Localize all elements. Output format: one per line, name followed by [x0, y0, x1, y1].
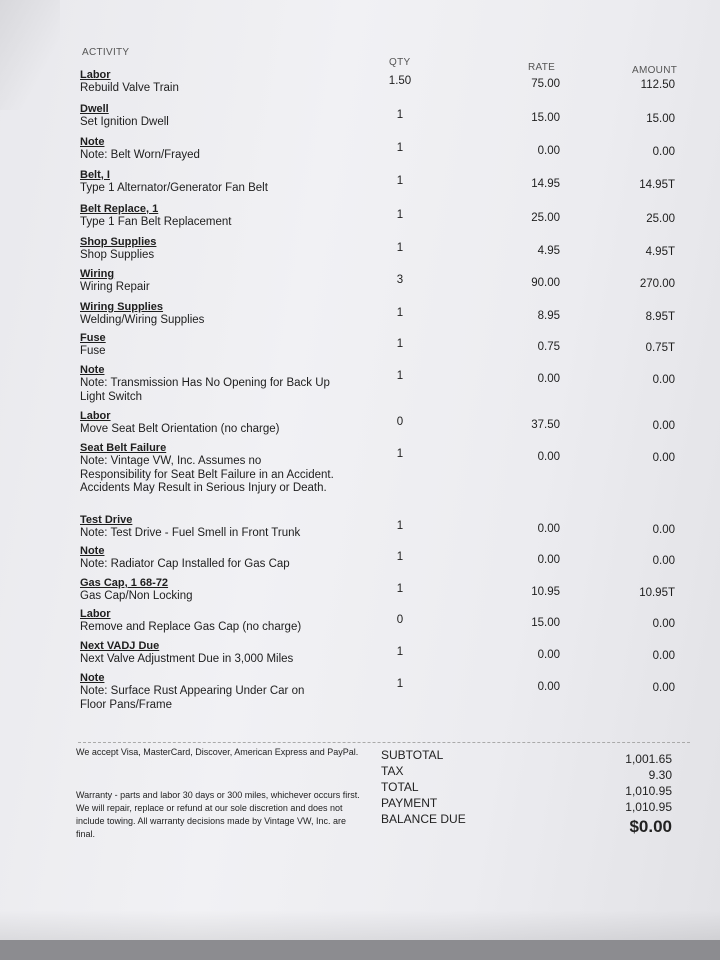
total-label: TOTAL	[381, 780, 419, 794]
item-code: Next VADJ Due	[80, 640, 160, 652]
item-rate: 0.00	[537, 554, 560, 566]
item-code: Labor	[80, 410, 111, 422]
item-code: Gas Cap, 1 68-72	[80, 577, 169, 589]
payment-value: 1,010.95	[625, 800, 672, 814]
item-rate: 37.50	[531, 419, 560, 431]
item-rate: 0.00	[537, 681, 560, 693]
item-description: Move Seat Belt Orientation (no charge)	[80, 423, 280, 435]
item-description: Gas Cap/Non Locking	[80, 590, 193, 602]
item-code: Dwell	[80, 103, 109, 115]
header-activity: ACTIVITY	[82, 47, 130, 58]
item-description: Fuse	[80, 345, 106, 357]
item-rate: 4.95	[537, 245, 560, 257]
balance-due-label: BALANCE DUE	[381, 812, 466, 826]
item-qty: 3	[396, 274, 404, 286]
item-amount: 0.00	[652, 420, 675, 432]
item-rate: 25.00	[531, 212, 560, 224]
subtotal-value: 1,001.65	[625, 752, 672, 766]
item-code: Fuse	[80, 332, 106, 344]
item-code: Wiring Supplies	[80, 301, 164, 313]
item-amount: 0.00	[652, 452, 675, 464]
item-qty: 1	[396, 583, 404, 595]
item-code: Labor	[80, 69, 111, 81]
item-description: Rebuild Valve Train	[80, 82, 179, 94]
item-rate: 14.95	[531, 178, 560, 190]
item-code: Wiring	[80, 268, 115, 280]
header-rate: RATE	[528, 62, 556, 73]
item-qty: 1	[396, 109, 404, 121]
balance-due-value: $0.00	[629, 817, 672, 836]
item-qty: 1.50	[388, 75, 412, 87]
item-rate: 8.95	[537, 310, 560, 322]
item-code: Note	[80, 672, 105, 684]
total-value: 1,010.95	[625, 784, 672, 798]
item-description: Note: Vintage VW, Inc. Assumes no Responsibility for Seat Belt Failure in an Accident. Accidents May Result in Serious Injury or Death.	[80, 455, 334, 494]
item-amount: 0.00	[652, 650, 675, 662]
item-rate: 0.00	[537, 649, 560, 661]
item-description: Note: Transmission Has No Opening for Back Up Light Switch	[80, 377, 330, 403]
item-amount: 4.95T	[645, 246, 675, 258]
item-description: Welding/Wiring Supplies	[80, 314, 205, 326]
item-rate: 15.00	[531, 112, 560, 124]
item-qty: 1	[396, 370, 404, 382]
item-description: Wiring Repair	[80, 281, 150, 293]
item-description: Note: Radiator Cap Installed for Gas Cap	[80, 558, 290, 570]
item-code: Belt Replace, 1	[80, 203, 159, 215]
item-amount: 270.00	[639, 278, 675, 290]
item-code: Shop Supplies	[80, 236, 157, 248]
item-code: Seat Belt Failure	[80, 442, 167, 454]
item-amount: 0.00	[652, 555, 675, 567]
item-code: Note	[80, 136, 105, 148]
item-description: Note: Test Drive - Fuel Smell in Front Trunk	[80, 527, 301, 539]
item-qty: 1	[396, 551, 404, 563]
paper-bottom-shadow	[0, 910, 720, 940]
item-amount: 0.75T	[645, 342, 675, 354]
item-qty: 0	[396, 416, 404, 428]
item-description: Next Valve Adjustment Due in 3,000 Miles	[80, 653, 294, 665]
payment-label: PAYMENT	[381, 796, 438, 810]
item-qty: 1	[396, 338, 404, 350]
item-rate: 0.00	[537, 145, 560, 157]
item-description: Remove and Replace Gas Cap (no charge)	[80, 621, 302, 633]
tax-value: 9.30	[648, 768, 672, 782]
item-amount: 14.95T	[639, 179, 675, 191]
item-qty: 1	[396, 646, 404, 658]
item-description: Type 1 Alternator/Generator Fan Belt	[80, 182, 268, 194]
item-qty: 1	[396, 678, 404, 690]
item-code: Labor	[80, 608, 111, 620]
item-rate: 15.00	[531, 617, 560, 629]
item-description: Note: Belt Worn/Frayed	[80, 149, 200, 161]
item-rate: 0.75	[537, 341, 560, 353]
item-rate: 75.00	[531, 78, 560, 90]
item-qty: 0	[396, 614, 404, 626]
item-amount: 10.95T	[639, 587, 675, 599]
item-description: Note: Surface Rust Appearing Under Car on Floor Pans/Frame	[80, 685, 305, 711]
item-rate: 0.00	[537, 373, 560, 385]
item-amount: 25.00	[646, 213, 675, 225]
item-qty: 1	[396, 142, 404, 154]
header-qty: QTY	[389, 57, 411, 68]
item-qty: 1	[396, 242, 404, 254]
item-qty: 1	[396, 520, 404, 532]
item-code: Note	[80, 545, 105, 557]
warranty-note: Warranty - parts and labor 30 days or 300 miles, whichever occurs first. We will repair, replace or refund at our sole discretion and does not include towing. All warranty decisions made by Vintage VW, Inc. are final.	[76, 790, 360, 839]
subtotal-label: SUBTOTAL	[381, 748, 444, 762]
item-amount: 8.95T	[645, 311, 675, 323]
item-amount: 0.00	[652, 618, 675, 630]
item-code: Note	[80, 364, 105, 376]
item-qty: 1	[396, 448, 404, 460]
item-qty: 1	[396, 307, 404, 319]
paper-shadow	[0, 0, 60, 110]
item-description: Type 1 Fan Belt Replacement	[80, 216, 232, 228]
item-amount: 0.00	[652, 524, 675, 536]
item-description: Set Ignition Dwell	[80, 116, 169, 128]
item-code: Belt, I	[80, 169, 110, 181]
header-amount: AMOUNT	[632, 65, 678, 76]
item-amount: 0.00	[652, 374, 675, 386]
tax-label: TAX	[381, 764, 404, 778]
item-description: Shop Supplies	[80, 249, 155, 261]
payment-methods-note: We accept Visa, MasterCard, Discover, American Express and PayPal.	[76, 747, 359, 757]
item-rate: 0.00	[537, 523, 560, 535]
item-amount: 112.50	[640, 79, 675, 91]
item-amount: 15.00	[646, 113, 675, 125]
item-rate: 10.95	[531, 586, 560, 598]
item-amount: 0.00	[652, 682, 675, 694]
item-qty: 1	[396, 175, 404, 187]
item-amount: 0.00	[652, 146, 675, 158]
section-divider	[78, 742, 690, 743]
item-rate: 90.00	[531, 277, 560, 289]
item-rate: 0.00	[537, 451, 560, 463]
item-code: Test Drive	[80, 514, 133, 526]
item-qty: 1	[396, 209, 404, 221]
